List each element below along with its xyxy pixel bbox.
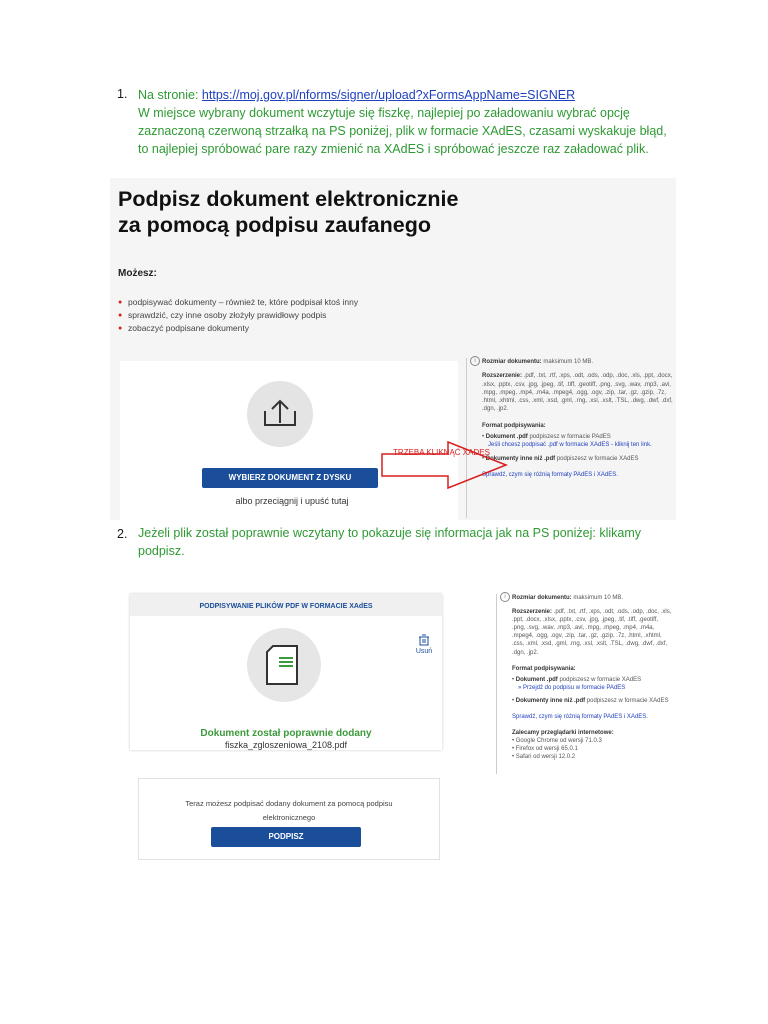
list-item: • Firefox od wersji 65.0.1 — [512, 746, 578, 753]
uploaded-file-card — [130, 594, 442, 750]
uploaded-filename: fiszka_zgloszeniowa_2108.pdf — [224, 740, 348, 750]
step-number-1: 1. — [117, 87, 128, 101]
uploaded-info-panel: i Rozmiar dokumentu: maksimum 10 MB. Rozszerzenie: .pdf, .txt, .rtf, .xps, .odt, .ods, .odp, .doc, .xls, .ppt, .docx, .xlsx, .pptx, .csv, .jpg, .jpeg, .tif, .tiff, .geotiff, .png, .svg, .wav, .mp3, .avi, .mpg, .mpeg, .mp4, .m4a, .mpeg4, .ogg, .ogv, .zip, .tar, .gz, .gzip, .7z, .html, .xhtml, .css, .xml, .xsd, .gml, .rng, .xsl, .xslt, .TSL, .dwg, .dwf, .dxf, .dgn, .jp2. Format podpisywania: • Dokument .pdf podpiszesz w formacie XAdES » Przejdź do podpisu w formacie PAdES • Dokumenty inne niż .pdf podpiszesz w formacie XAdES Sprawdź, czym się różnią formaty PAdES i XAdES. Zalecamy przeglądarki internetowe: • Google Chrome od wersji 71.0.3 • Firefox od wersji 65.0.1 • Safari od wersji 12.0.2 — [512, 594, 672, 762]
formats-compare-link[interactable]: Sprawdź, czym się różnią formaty PAdES i XAdES. — [512, 714, 648, 721]
step-2-line-1: Jeżeli plik został poprawnie wczytany to pokazuje się informacja jak na PS poniżej: klikamy — [138, 526, 642, 540]
divider — [496, 594, 497, 774]
other-label: Dokumenty inne niż .pdf — [485, 455, 556, 462]
signer-url-link[interactable]: https://moj.gov.pl/nforms/signer/upload?xFormsAppName=SIGNER — [201, 88, 576, 102]
step-2-line-2: podpisz. — [138, 544, 185, 558]
screenshot-upload-page — [110, 178, 676, 520]
list-item: • Google Chrome od wersji 71.0.3 — [512, 738, 602, 745]
list-item: • Safari od wersji 12.0.2 — [512, 754, 576, 761]
ext-value: .pdf, .txt, .rtf, .xps, .odt, .ods, .odp, .doc, .xls, .ppt, .docx, .xlsx, .pptx, .csv, .jpg, .jpeg, .tif, .tiff, .geotiff, .png, .svg, .wav, .mp3, .avi, .mpg, .mpeg, .mp4, .m4a, .mpeg4, .ogg, .ogv, .zip, .tar, .gz, .gzip, .7z, .html, .xhtml, .css, .xml, .xsd, .gml, .rng, .xsl, .xslt, .TSL, .dwg, .dwf, .dxf, .dgn, .jp2. — [482, 373, 673, 413]
step-1-line-2: W miejsce wybrany dokument wczytuje się fiszkę, najlepiej po załadowaniu wybrać opcję — [138, 106, 630, 120]
list-item: ● sprawdzić, czy inne osoby złożyły prawidłowy podpis — [118, 309, 358, 322]
capabilities-list — [118, 296, 358, 335]
size-value: maksimum 10 MB. — [571, 595, 624, 601]
other-value: podpiszesz w formacie XAdES — [555, 455, 639, 462]
step-1-line-3: zaznaczoną czerwoną strzałką na PS poniżej, plik w formacie XAdES, czasami wyskakuje błąd, — [138, 124, 667, 138]
ext-label: Rozszerzenie: — [512, 609, 553, 616]
browsers-label: Zalecamy przeglądarki internetowe: — [512, 730, 614, 737]
ext-value: .pdf, .txt, .rtf, .xps, .odt, .ods, .odp, .doc, .xls, .ppt, .docx, .xlsx, .pptx, .csv, .jpg, .jpeg, .tif, .tiff, .geotiff, .png, .svg, .wav, .mp3, .avi, .mpg, .mpeg, .mp4, .m4a, .mpeg4, .ogg, .ogv, .zip, .tar, .gz, .gzip, .7z, .html, .xhtml, .css, .xml, .xsd, .gml, .rng, .xsl, .xslt, .TSL, .dwg, .dwf, .dxf, .dgn, .jp2. — [512, 609, 672, 656]
screenshot-uploaded-page — [98, 586, 672, 858]
info-icon: i — [470, 356, 480, 366]
sign-card — [138, 778, 440, 860]
pdf-label: Dokument .pdf — [485, 434, 528, 441]
pades-link[interactable]: » Przejdź do podpisu w formacie PAdES — [518, 684, 626, 691]
other-value: podpiszesz w formacie XAdES — [585, 697, 669, 704]
format-label: Format podpisywania: — [482, 422, 546, 429]
annotation-label: TRZEBA KLIKNĄĆ XADES — [393, 448, 490, 457]
trash-icon — [418, 634, 430, 646]
choose-file-button[interactable]: WYBIERZ DOKUMENT Z DYSKU — [202, 468, 378, 488]
drag-drop-hint: albo przeciągnij i upuść tutaj — [235, 496, 349, 506]
page-title-line-2: za pomocą podpisu zaufanego — [118, 213, 431, 237]
size-value: maksimum 10 MB. — [541, 359, 594, 365]
step-1-line-4: to najlepiej spróbować pare razy zmienić na XAdES i spróbować jeszcze raz załadować plik. — [138, 142, 649, 156]
pdf-label: Dokument .pdf — [515, 676, 558, 683]
formats-compare-link[interactable]: Sprawdź, czym się różnią formaty PAdES i XAdES. — [482, 471, 618, 478]
page-title-line-1: Podpisz dokument elektronicznie — [118, 187, 459, 211]
size-label: Rozmiar dokumentu: — [512, 595, 572, 601]
step-1-text — [138, 86, 738, 158]
page-title — [118, 186, 458, 238]
mozesz-heading: Możesz: — [118, 268, 157, 279]
pdf-value: podpiszesz w formacie XAdES — [557, 676, 642, 683]
step-2-text — [138, 524, 738, 560]
upload-info-panel: i Rozmiar dokumentu: maksimum 10 MB. Rozszerzenie: .pdf, .txt, .rtf, .xps, .odt, .ods, .odp, .doc, .xls, .ppt, .docx, .xlsx, .pptx, .csv, .jpg, .jpeg, .tif, .tiff, .geotiff, .png, .svg, .wav, .mp3, .avi, .mpg, .mpeg, .mp4, .m4a, .mpeg4, .ogg, .ogv, .zip, .tar, .gz, .gzip, .7z, .html, .xhtml, .css, .xml, .xsd, .gml, .rng, .xsl, .xslt, .TSL, .dwg, .dwf, .dxf, .dgn, .jp2. Format podpisywania: • Dokument .pdf podpiszesz w formacie PAdES Jeśli chcesz podpisać .pdf w formacie XAdES - kliknij ten link. • Dokumenty inne niż .pdf podpiszesz w formacie XAdES Sprawdź, czym się różnią formaty PAdES i XAdES. — [482, 358, 674, 479]
list-item: ● podpisywać dokumenty – również te, które podpisał ktoś inny — [118, 296, 358, 309]
document-icon — [247, 628, 321, 702]
delete-label: Usuń — [415, 648, 433, 655]
upload-icon — [247, 381, 313, 447]
sign-description-line-2: elektronicznego — [262, 813, 316, 822]
card-header: PODPISYWANIE PLIKÓW PDF W FORMACIE XAdES — [130, 594, 442, 616]
ext-label: Rozszerzenie: — [482, 373, 523, 380]
list-item: ● zobaczyć podpisane dokumenty — [118, 322, 358, 335]
xades-link[interactable]: Jeśli chcesz podpisać .pdf w formacie XAdES - kliknij ten link. — [488, 442, 652, 449]
other-label: Dokumenty inne niż .pdf — [515, 697, 586, 704]
pdf-value: podpiszesz w formacie PAdES — [527, 434, 611, 441]
step-number-2: 2. — [117, 527, 128, 541]
divider — [466, 358, 467, 518]
size-label: Rozmiar dokumentu: — [482, 359, 542, 365]
format-label: Format podpisywania: — [512, 665, 576, 672]
info-icon: i — [500, 592, 510, 602]
sign-description-line-1: Teraz możesz podpisać dodany dokument za pomocą podpisu — [185, 799, 393, 808]
sign-button[interactable]: PODPISZ — [211, 827, 361, 847]
upload-success-message: Dokument został poprawnie dodany — [200, 728, 372, 739]
step-1-prefix: Na stronie: — [138, 88, 202, 102]
delete-file-button[interactable] — [414, 634, 434, 655]
sign-description — [139, 797, 439, 825]
